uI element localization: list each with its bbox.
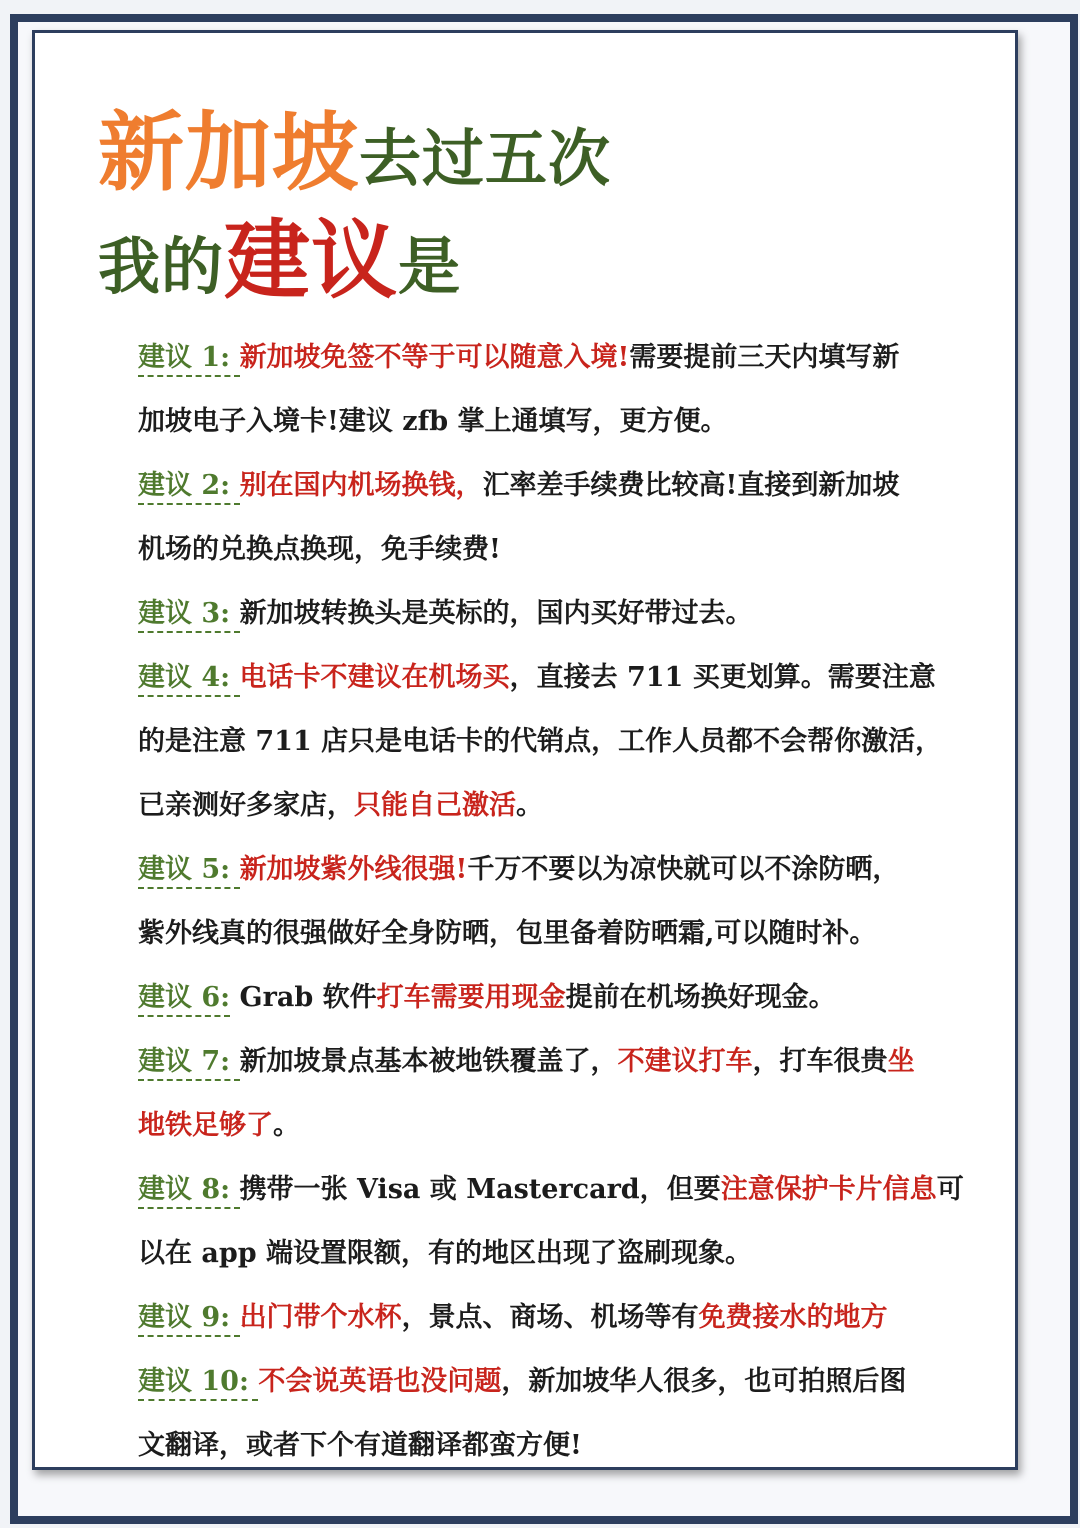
tip-label: 建议 10: [138, 1366, 258, 1401]
tip-highlight-text: 新加坡紫外线很强! [239, 854, 468, 885]
tip-line [138, 902, 966, 966]
tip-highlight-text: 地铁足够了 [138, 1110, 273, 1141]
tip-text: 携带一张 Visa 或 Mastercard，但要 [239, 1174, 721, 1205]
tip-text: 新加坡景点基本被地铁覆盖了， [239, 1046, 618, 1077]
title-line-1 [98, 88, 612, 203]
tip-text: 提前在机场换好现金。 [565, 982, 836, 1013]
tip-label: 建议 4: [138, 662, 240, 697]
tip-text: 可 [936, 1174, 964, 1205]
tip-line [138, 582, 966, 646]
tip-highlight-text: 不建议打车 [617, 1046, 753, 1077]
title-my: 我的 [98, 230, 225, 303]
tip-text: ，景点、商场、机场等有 [401, 1302, 699, 1333]
tip-item [138, 582, 966, 646]
tip-item [138, 646, 966, 838]
tip-label: 建议 7: [138, 1046, 240, 1081]
page-title [98, 88, 612, 311]
title-visited-five-times: 去过五次 [359, 122, 612, 195]
tip-text: Grab 软件 [230, 982, 377, 1013]
tip-item [138, 966, 966, 1030]
title-is: 是 [398, 230, 462, 303]
tip-label: 建议 2: [138, 470, 240, 505]
tip-line [138, 646, 966, 710]
tip-item [138, 1350, 966, 1478]
tip-text: 的是注意 711 店只是电话卡的代销点，工作人员都不会帮你激活， [138, 726, 943, 757]
tip-line [138, 1094, 966, 1158]
tip-line [138, 326, 966, 390]
tip-line [138, 1030, 966, 1094]
tip-line [138, 454, 966, 518]
tip-line [138, 518, 966, 582]
tip-item [138, 326, 966, 454]
tip-item [138, 1158, 966, 1286]
tip-label: 建议 6: [138, 982, 230, 1017]
tip-label: 建议 3: [138, 598, 240, 633]
tip-label: 建议 8: [138, 1174, 240, 1209]
tip-text: ，直接去 711 买更划算。需要注意 [509, 662, 936, 693]
tip-text: 千万不要以为凉快就可以不涂防晒， [467, 854, 900, 885]
tip-highlight-text: 注意保护卡片信息 [720, 1174, 937, 1205]
tip-line [138, 1158, 966, 1222]
tip-highlight-text: 电话卡不建议在机场买 [239, 662, 510, 693]
tip-text: 机场的兑换点换现，免手续费! [138, 534, 501, 565]
tip-line [138, 966, 966, 1030]
tip-line [138, 1286, 966, 1350]
tip-text: 。 [273, 1110, 300, 1141]
tips-list [138, 326, 966, 1478]
tip-highlight-text: 出门带个水杯 [239, 1302, 402, 1333]
tip-highlight-text: 坐 [887, 1046, 915, 1077]
tip-highlight-text: 新加坡免签不等于可以随意入境! [239, 342, 630, 373]
tip-text: ，打车很贵 [752, 1046, 888, 1077]
tip-text: 已亲测好多家店， [138, 790, 354, 821]
tip-highlight-text: 打车需要用现金 [376, 982, 566, 1013]
tip-label: 建议 5: [138, 854, 240, 889]
tip-item [138, 1286, 966, 1350]
tip-text: 新加坡转换头是英标的，国内买好带过去。 [239, 598, 753, 629]
title-line-2 [98, 196, 611, 311]
tip-text: 需要提前三天内填写新 [629, 342, 900, 373]
tip-text: 汇率差手续费比较高!直接到新加坡 [482, 470, 900, 501]
tip-text: 紫外线真的很强做好全身防晒，包里备着防晒霜,可以随时补。 [138, 918, 877, 949]
tip-text: 文翻译，或者下个有道翻译都蛮方便! [138, 1430, 582, 1461]
tip-line [138, 774, 966, 838]
title-singapore: 新加坡 [98, 103, 359, 203]
tip-text: 加坡电子入境卡!建议 zfb 掌上通填写，更方便。 [138, 406, 728, 437]
tip-label: 建议 9: [138, 1302, 240, 1337]
tip-line [138, 838, 966, 902]
tip-highlight-text: 不会说英语也没问题 [258, 1366, 502, 1397]
tip-item [138, 1030, 966, 1158]
tip-text: ，新加坡华人很多，也可拍照后图 [501, 1366, 907, 1397]
tip-highlight-text: 只能自己激活 [354, 790, 516, 821]
tip-line [138, 390, 966, 454]
title-advice: 建议 [224, 211, 399, 311]
tip-text: 以在 app 端设置限额，有的地区出现了盗刷现象。 [138, 1238, 753, 1269]
tip-highlight-text: 免费接水的地方 [698, 1302, 888, 1333]
tip-item [138, 454, 966, 582]
tip-highlight-text: 别在国内机场换钱， [239, 470, 483, 501]
tip-item [138, 838, 966, 966]
tip-line [138, 1414, 966, 1478]
tip-line [138, 1350, 966, 1414]
tip-label: 建议 1: [138, 342, 240, 377]
tip-line [138, 1222, 966, 1286]
tip-text: 。 [516, 790, 543, 821]
tip-line [138, 710, 966, 774]
